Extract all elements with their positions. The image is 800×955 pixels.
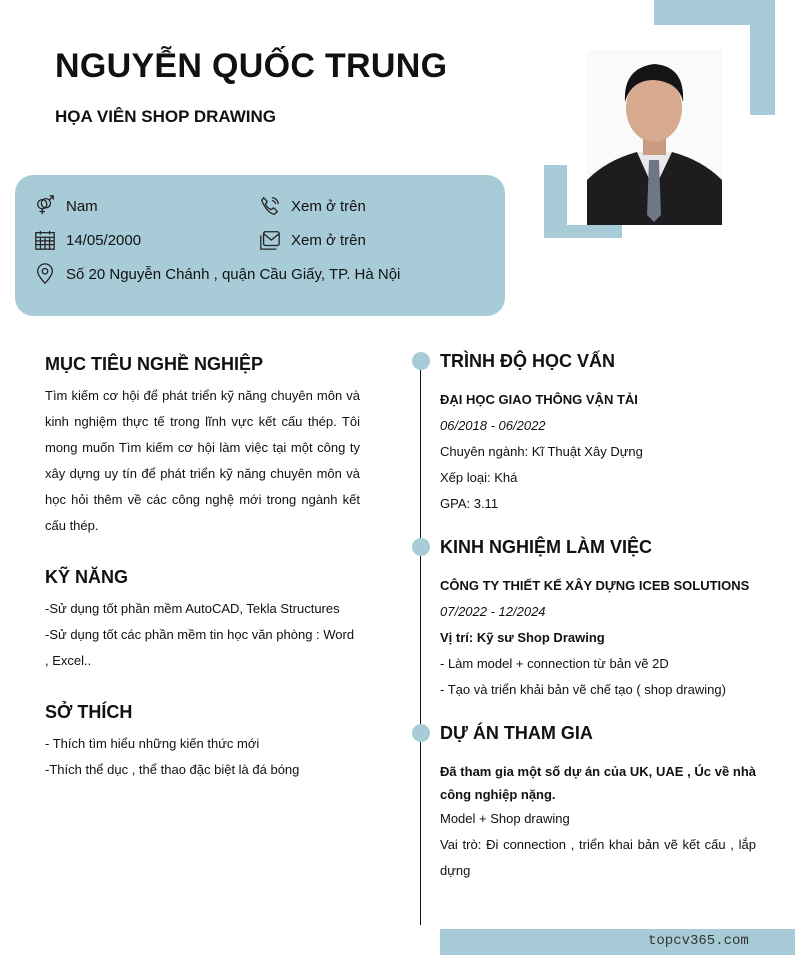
hobbies-list (45, 731, 360, 783)
timeline-dot (412, 538, 430, 556)
gender-icon (34, 195, 56, 217)
timeline-dot (412, 724, 430, 742)
experience-item: - Tạo và triển khải bản vẽ chế tạo ( shop drawing) (440, 682, 726, 697)
projects-role: Vai trò: Đi connection , triển khai bản vẽ kết cấu , lắp dựng (440, 837, 756, 878)
timeline-line (420, 360, 421, 925)
education-major: Chuyên ngành: Kĩ Thuật Xây Dựng (440, 444, 643, 459)
skills-list (45, 596, 360, 674)
info-email (259, 229, 366, 251)
profile-photo (587, 50, 722, 225)
skill-item: -Sử dụng tốt các phần mềm tin học văn phòng : Word , Excel.. (45, 627, 355, 668)
calendar-icon (34, 229, 56, 251)
hobby-item: - Thích tìm hiểu những kiến thức mới (45, 736, 260, 751)
footer-bar (440, 929, 795, 955)
education-gpa: GPA: 3.11 (440, 496, 499, 511)
school-name: ĐẠI HỌC GIAO THÔNG VẬN TẢI (440, 392, 638, 407)
experience-heading: KINH NGHIỆM LÀM VIỆC (440, 537, 653, 557)
phone-icon (259, 195, 281, 217)
decor-frame-right (750, 0, 775, 115)
experience-item: - Làm model + connection từ bản vẽ 2D (440, 656, 669, 671)
info-birthdate (34, 229, 141, 251)
hobbies-heading: SỞ THÍCH (45, 702, 133, 722)
decor-frame-bottom (544, 225, 622, 238)
education-section (440, 387, 756, 517)
phone-value: Xem ở trên (291, 197, 366, 215)
timeline-dot (412, 352, 430, 370)
experience-section (440, 573, 756, 703)
location-pin-icon (34, 263, 56, 285)
email-icon (259, 229, 281, 251)
birthdate-value: 14/05/2000 (66, 231, 142, 249)
objective-text: Tìm kiếm cơ hội để phát triển kỹ năng chuyên môn và kinh nghiệm thực tế trong lĩnh vực kết cấu thép. Tôi mong muốn Tìm kiếm cơ hội làm việc tại một công ty xây dựng uy tín để phát triển kỹ năng chuyên môn và học hỏi thêm về các công nghệ mới trong ngành kết cấu thép. (45, 388, 360, 533)
skills-heading: KỸ NĂNG (45, 567, 129, 587)
projects-section (440, 760, 756, 884)
job-title: HỌA VIÊN SHOP DRAWING (55, 107, 277, 126)
projects-summary: Đã tham gia một số dự án của UK, UAE , Úc về nhà công nghiệp nặng. (440, 764, 756, 802)
skill-item: -Sử dụng tốt phần mềm AutoCAD, Tekla Structures (45, 601, 340, 616)
education-period: 06/2018 - 06/2022 (440, 418, 546, 433)
experience-position: Vị trí: Kỹ sư Shop Drawing (440, 630, 605, 645)
info-gender (34, 195, 98, 217)
gender-value: Nam (66, 197, 98, 215)
info-phone (259, 195, 366, 217)
info-address (34, 263, 400, 285)
projects-heading: DỰ ÁN THAM GIA (440, 723, 593, 743)
address-value: Số 20 Nguyễn Chánh , quận Cầu Giấy, TP. Hà Nội (66, 265, 401, 283)
education-heading: TRÌNH ĐỘ HỌC VẤN (440, 351, 615, 371)
watermark: topcv365.com (648, 933, 749, 949)
email-value: Xem ở trên (291, 231, 366, 249)
company-name: CÔNG TY THIẾT KẾ XÂY DỰNG ICEB SOLUTIONS (440, 578, 750, 593)
education-rank: Xếp loại: Khá (440, 470, 518, 485)
contact-info-box (15, 175, 505, 316)
projects-work: Model + Shop drawing (440, 811, 570, 826)
experience-period: 07/2022 - 12/2024 (440, 604, 546, 619)
candidate-name: NGUYỄN QUỐC TRUNG (55, 47, 448, 85)
hobby-item: -Thích thể dục , thể thao đặc biệt là đá bóng (45, 762, 300, 777)
objective-heading: MỤC TIÊU NGHỀ NGHIỆP (45, 354, 264, 374)
